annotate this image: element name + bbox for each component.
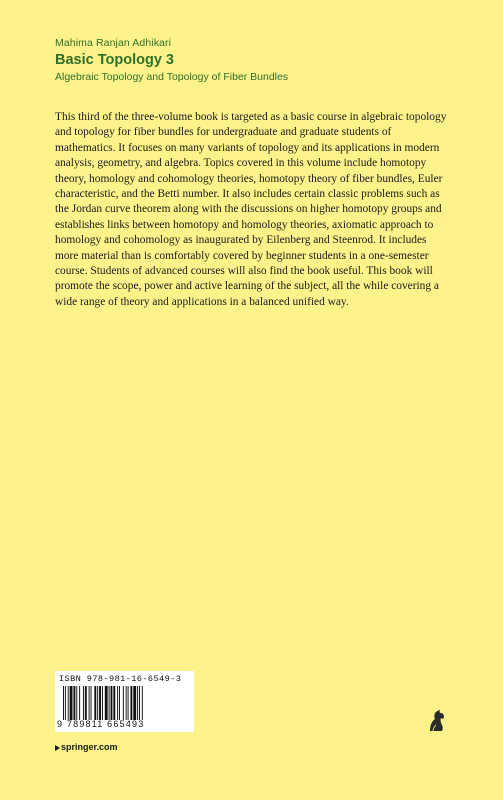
barcode-bar (105, 686, 108, 720)
springer-horse-logo-icon (427, 708, 447, 733)
barcode-bar (130, 686, 132, 720)
barcode-bar (113, 686, 115, 720)
barcode-bar (65, 686, 66, 720)
back-cover-blurb: This third of the three-volume book is targeted as a basic course in algebraic topology and topology for fiber bundles for undergraduate and graduate students of mathematics. It focuses on many variants of topology and its applications in modern analysis, geometry, and algebra. Topics covered in this volume include homotopy theory, homology and cohomology theories, homotopy theory of fiber bundles, Euler characteristic, and the Betti number. It also includes certain classic problems such as the Jordan curve theorem along with the discussions on higher homotopy groups and establishes links between homotopy and homology theories, axiomatic approach to homology and cohomology as inaugurated by Eilenberg and Steenrod. It includes more material than is comfortably covered by beginner students in a one-semester course. Students of advanced courses will also find the book useful. This book will promote the scope, power and active learning of the subject, all the while covering a wide range of theory and applications in a balanced unified way. (55, 111, 447, 308)
author-name: Mahima Ranjan Adhikari (55, 37, 172, 49)
barcode-bar (94, 686, 96, 720)
publisher-link[interactable] (55, 742, 118, 752)
barcode-bar (128, 686, 129, 720)
publisher-url: springer.com (61, 742, 118, 752)
book-subtitle: Algebraic Topology and Topology of Fiber Bundles (55, 71, 289, 83)
isbn-label: ISBN 978-981-16-6549-3 (59, 674, 182, 684)
book-title: Basic Topology 3 (55, 52, 174, 68)
barcode-box (55, 671, 194, 732)
barcode-bar (119, 686, 120, 720)
barcode-bar (79, 686, 80, 720)
barcode-bar (97, 686, 98, 720)
barcode-bar (102, 686, 103, 720)
barcode-bar (117, 686, 118, 720)
barcode-bar (85, 686, 87, 720)
barcode-bar (133, 686, 136, 720)
barcode-bar (89, 686, 90, 720)
barcode-bar (68, 686, 69, 720)
barcode-bar (139, 686, 140, 720)
barcode-bar (137, 686, 138, 720)
barcode-bar (70, 686, 73, 720)
barcode-bar (126, 686, 127, 720)
barcode-bar (91, 686, 92, 720)
barcode-bar (123, 686, 124, 720)
barcode-bar (63, 686, 64, 720)
barcode-digits: 9 789811 665493 (57, 719, 145, 729)
barcode-bars (63, 686, 189, 720)
arrow-right-icon (55, 745, 60, 751)
barcode-bar (99, 686, 101, 720)
barcode-bar (76, 686, 77, 720)
barcode-bar (111, 686, 113, 720)
barcode-bar (83, 686, 84, 720)
barcode-bar (73, 686, 75, 720)
barcode-bar (109, 686, 110, 720)
barcode-bar (142, 686, 143, 720)
